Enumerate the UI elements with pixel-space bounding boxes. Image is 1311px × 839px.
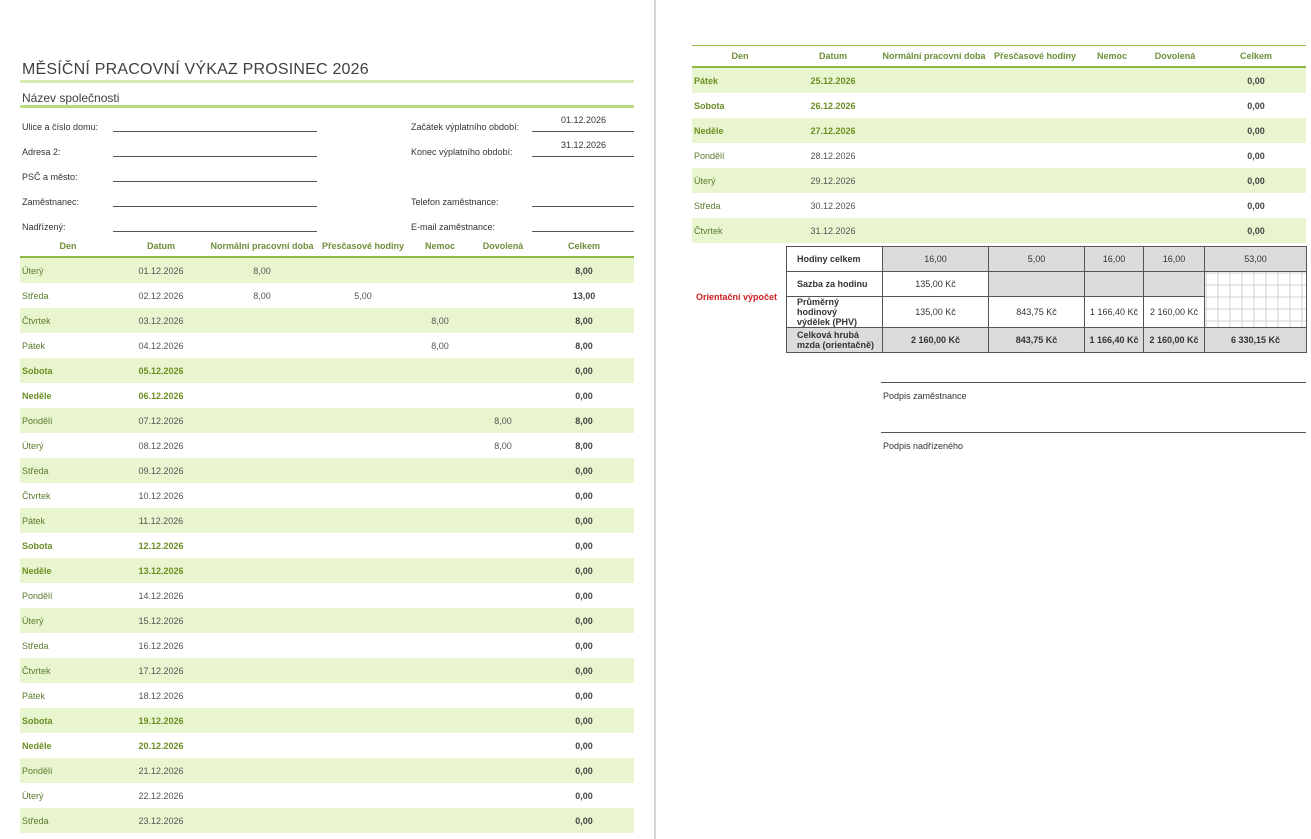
day-cell: Sobota [22,715,53,726]
day-cell: Sobota [22,365,53,376]
gross-label-line2: mzda (orientačně) [797,340,875,350]
table-row [692,93,1306,118]
rate-label: Sazba za hodinu [787,272,883,297]
day-cell: Pondělí [694,150,725,161]
total-cell: 0,00 [1247,200,1265,211]
table-row [20,808,634,833]
gross-wage-label [787,328,883,353]
table-row [20,658,634,683]
date-cell: 09.12.2026 [138,465,184,476]
manager-field[interactable] [113,231,317,232]
col-sick: Nemoc [1096,51,1127,61]
date-cell: 21.12.2026 [138,765,184,776]
report-title: MĚSÍČNÍ PRACOVNÍ VÝKAZ PROSINEC 2026 [22,61,369,78]
table-row [20,508,634,533]
col-vacation: Dovolená [482,240,524,251]
date-cell: 22.12.2026 [138,790,184,801]
employee-signature-line[interactable] [881,382,1306,383]
rate-empty-2 [1085,272,1144,297]
address2-field[interactable] [113,156,317,157]
total-cell: 0,00 [1247,100,1265,111]
hatched-cell [1205,272,1307,328]
table-row [692,193,1306,218]
total-cell: 0,00 [575,615,593,626]
day-cell: Neděle [694,125,724,136]
table-header [692,45,1306,68]
day-cell: Čtvrtek [22,315,51,326]
gross-normal: 2 160,00 Kč [883,328,989,353]
table-row [20,433,634,458]
employee-signature-label: Podpis zaměstnance [883,391,967,401]
total-cell: 13,00 [572,290,596,301]
table-row [20,758,634,783]
table-row [692,168,1306,193]
table-row [20,783,634,808]
date-cell: 04.12.2026 [138,340,184,351]
total-cell: 8,00 [575,440,593,451]
day-cell: Neděle [22,740,52,751]
hours-total: 53,00 [1205,247,1307,272]
total-cell: 0,00 [575,515,593,526]
date-cell: 06.12.2026 [138,390,184,401]
day-cell: Sobota [694,100,725,111]
day-cell: Sobota [22,540,53,551]
summary-gross-row [787,328,1307,353]
phone-label: Telefon zaměstnance: [411,197,499,207]
total-cell: 0,00 [1247,75,1265,86]
total-cell: 0,00 [1247,150,1265,161]
table-row [20,333,634,358]
table-row [20,733,634,758]
col-date: Datum [818,51,847,61]
summary-hours-row [787,247,1307,272]
estimate-label: Orientační výpočet [696,292,778,302]
gross-overtime: 843,75 Kč [989,328,1085,353]
total-cell: 0,00 [575,640,593,651]
table-row [692,118,1306,143]
table-row [692,143,1306,168]
title-underline [20,80,634,83]
date-cell: 25.12.2026 [810,75,856,86]
day-cell: Čtvrtek [22,490,51,501]
date-cell: 16.12.2026 [138,640,184,651]
table-row [20,383,634,408]
col-day: Den [731,51,749,61]
table-row [20,533,634,558]
avg-earnings-label [787,297,883,328]
total-cell: 0,00 [575,765,593,776]
rate-value[interactable]: 135,00 Kč [883,272,989,297]
day-cell: Pondělí [22,590,53,601]
avg-normal: 135,00 Kč [883,297,989,328]
sick-cell[interactable]: 8,00 [431,315,449,326]
day-cell: Pondělí [22,415,53,426]
total-cell: 0,00 [1247,125,1265,136]
period-end-value[interactable]: 31.12.2026 [560,140,606,150]
day-cell: Pátek [22,690,46,701]
day-cell: Středa [22,815,49,826]
total-cell: 0,00 [575,790,593,801]
total-cell: 0,00 [575,715,593,726]
date-cell: 20.12.2026 [138,740,184,751]
total-cell: 8,00 [575,415,593,426]
day-cell: Úterý [694,175,716,186]
normal-hours-cell[interactable]: 8,00 [253,265,271,276]
normal-hours-cell[interactable]: 8,00 [253,290,271,301]
date-cell: 15.12.2026 [138,615,184,626]
email-label: E-mail zaměstnance: [411,222,496,232]
table-row [20,633,634,658]
day-cell: Čtvrtek [22,665,51,676]
date-cell: 08.12.2026 [138,440,184,451]
street-field[interactable] [113,131,317,132]
table-row [20,308,634,333]
manager-label: Nadřízený: [22,222,66,232]
date-cell: 31.12.2026 [810,225,856,236]
zip-city-label: PSČ a město: [22,172,78,182]
gross-total: 6 330,15 Kč [1205,328,1307,353]
vacation-cell[interactable]: 8,00 [494,440,512,451]
date-cell: 02.12.2026 [138,290,184,301]
period-end-label: Konec výplatního období: [411,147,513,157]
hours-total-label: Hodiny celkem [787,247,883,272]
date-cell: 14.12.2026 [138,590,184,601]
day-cell: Čtvrtek [694,225,723,236]
hours-vacation: 16,00 [1144,247,1205,272]
street-label: Ulice a číslo domu: [22,122,99,132]
col-vacation: Dovolená [1154,51,1196,61]
date-cell: 30.12.2026 [810,200,856,211]
table-row [20,708,634,733]
table-row [20,283,634,308]
col-normal: Normální pracovní doba [210,240,314,251]
date-cell: 12.12.2026 [138,540,184,551]
gross-label-line1: Celková hrubá [797,330,860,340]
timesheet-table-right [692,45,1306,243]
zip-city-field[interactable] [113,181,317,182]
date-cell: 23.12.2026 [138,815,184,826]
total-cell: 0,00 [575,565,593,576]
total-cell: 0,00 [1247,175,1265,186]
avg-label-line2: výdělek (PHV) [797,317,858,327]
sick-cell[interactable]: 8,00 [431,340,449,351]
hours-normal: 16,00 [883,247,989,272]
col-total: Celkem [1239,51,1273,61]
total-cell: 0,00 [575,390,593,401]
date-cell: 18.12.2026 [138,690,184,701]
day-cell: Úterý [22,440,44,451]
avg-vacation: 2 160,00 Kč [1144,297,1205,328]
summary-table [786,246,1307,353]
table-header [20,235,634,258]
employee-field[interactable] [113,206,317,207]
summary-rate-row [787,272,1307,297]
avg-sick: 1 166,40 Kč [1085,297,1144,328]
date-cell: 10.12.2026 [138,490,184,501]
rate-empty-3 [1144,272,1205,297]
company-underline [20,105,634,108]
avg-label-line1: Průměrný hodinový [797,297,840,317]
day-cell: Neděle [22,565,52,576]
vacation-cell[interactable]: 8,00 [494,415,512,426]
gross-sick: 1 166,40 Kč [1085,328,1144,353]
col-overtime: Přesčasové hodiny [321,240,405,251]
table-row [20,683,634,708]
day-cell: Středa [22,640,49,651]
day-cell: Pátek [22,515,46,526]
total-cell: 0,00 [575,815,593,826]
date-cell: 17.12.2026 [138,665,184,676]
total-cell: 8,00 [575,315,593,326]
total-cell: 0,00 [575,490,593,501]
table-row [20,408,634,433]
table-row [20,358,634,383]
col-normal: Normální pracovní doba [882,51,986,61]
email-field[interactable] [532,231,634,232]
employee-label: Zaměstnanec: [22,197,80,207]
day-cell: Úterý [22,615,44,626]
day-cell: Úterý [22,265,44,276]
total-cell: 0,00 [575,465,593,476]
avg-overtime: 843,75 Kč [989,297,1085,328]
day-cell: Pondělí [22,765,53,776]
hours-overtime: 5,00 [989,247,1085,272]
period-start-value[interactable]: 01.12.2026 [560,115,606,125]
day-cell: Středa [694,200,721,211]
company-name[interactable]: Název společnosti [22,91,120,105]
rate-empty-1 [989,272,1085,297]
table-row [20,458,634,483]
total-cell: 0,00 [575,740,593,751]
col-day: Den [59,240,77,251]
date-cell: 01.12.2026 [138,265,184,276]
total-cell: 0,00 [575,365,593,376]
table-row [20,558,634,583]
col-overtime: Přesčasové hodiny [993,51,1077,61]
col-date: Datum [146,240,175,251]
manager-signature-label: Podpis nadřízeného [883,441,964,451]
manager-signature-line[interactable] [881,432,1306,433]
date-cell: 27.12.2026 [810,125,856,136]
date-cell: 29.12.2026 [810,175,856,186]
date-cell: 28.12.2026 [810,150,856,161]
total-cell: 0,00 [575,690,593,701]
timesheet-table-left [20,235,634,833]
date-cell: 07.12.2026 [138,415,184,426]
col-sick: Nemoc [424,240,455,251]
total-cell: 0,00 [575,665,593,676]
address2-label: Adresa 2: [22,147,61,157]
day-cell: Pátek [22,340,46,351]
table-row [692,68,1306,93]
phone-field[interactable] [532,206,634,207]
col-total: Celkem [567,240,601,251]
date-cell: 13.12.2026 [138,565,184,576]
date-cell: 19.12.2026 [138,715,184,726]
day-cell: Středa [22,290,49,301]
table-row [20,608,634,633]
day-cell: Neděle [22,390,52,401]
table-row [20,483,634,508]
total-cell: 8,00 [575,340,593,351]
period-start-label: Začátek výplatního období: [411,122,520,132]
page-divider [654,0,656,839]
date-cell: 26.12.2026 [810,100,856,111]
day-cell: Úterý [22,790,44,801]
hours-sick: 16,00 [1085,247,1144,272]
table-row [692,218,1306,243]
gross-vacation: 2 160,00 Kč [1144,328,1205,353]
total-cell: 0,00 [575,540,593,551]
period-end-line [532,156,634,157]
total-cell: 8,00 [575,265,593,276]
date-cell: 11.12.2026 [138,515,184,526]
day-cell: Pátek [694,75,719,86]
total-cell: 0,00 [575,590,593,601]
overtime-cell[interactable]: 5,00 [354,290,372,301]
table-row [20,258,634,283]
period-start-line [532,131,634,132]
date-cell: 03.12.2026 [138,315,184,326]
date-cell: 05.12.2026 [138,365,184,376]
table-row [20,583,634,608]
day-cell: Středa [22,465,49,476]
total-cell: 0,00 [1247,225,1265,236]
